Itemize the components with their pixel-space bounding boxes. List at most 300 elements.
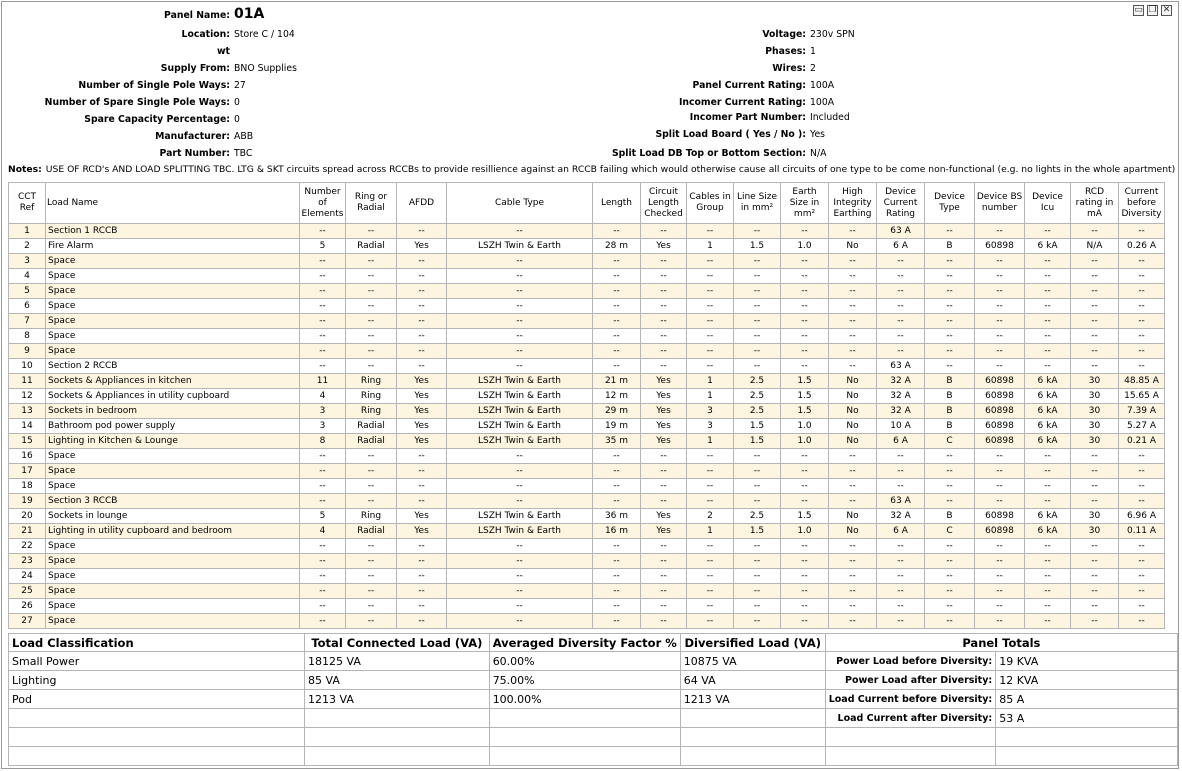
circuit-cell: 16: [9, 449, 46, 464]
circuit-cell: 6 kA: [1025, 239, 1071, 254]
circuit-cell: --: [687, 314, 734, 329]
circuit-cell: 63 A: [877, 494, 925, 509]
circuit-cell: --: [1119, 299, 1165, 314]
circuit-cell: --: [1071, 464, 1119, 479]
circuit-cell: --: [734, 554, 781, 569]
circuit-cell: --: [447, 269, 593, 284]
circuit-cell: 60898: [975, 374, 1025, 389]
circuit-row[interactable]: [9, 524, 1165, 539]
circuit-cell: 2.5: [734, 374, 781, 389]
circuit-cell: 30: [1071, 509, 1119, 524]
circuit-cell: --: [300, 539, 346, 554]
circuit-cell: --: [447, 464, 593, 479]
circuit-cell: --: [687, 299, 734, 314]
circuit-cell: --: [641, 284, 687, 299]
circuit-row[interactable]: [9, 284, 1165, 299]
circuit-cell: --: [687, 554, 734, 569]
circuit-cell: --: [975, 284, 1025, 299]
circuit-row[interactable]: [9, 539, 1165, 554]
info-label: Spare Capacity Percentage:: [84, 114, 230, 125]
circuit-row[interactable]: [9, 569, 1165, 584]
circuit-cell: 1: [9, 224, 46, 239]
load-name-cell: Space: [46, 344, 300, 359]
circuit-cell: 8: [9, 329, 46, 344]
restore-icon[interactable]: ❐: [1148, 5, 1157, 15]
circuit-cell: 32 A: [877, 389, 925, 404]
circuit-cell: --: [397, 554, 447, 569]
circuit-cell: --: [447, 569, 593, 584]
circuit-cell: Radial: [346, 434, 397, 449]
circuit-cell: --: [829, 299, 877, 314]
circuit-row[interactable]: [9, 374, 1165, 389]
circuit-cell: --: [975, 479, 1025, 494]
summary-cell: [9, 728, 305, 747]
circuit-cell: --: [447, 539, 593, 554]
circuit-cell: --: [781, 599, 829, 614]
circuit-cell: --: [1071, 539, 1119, 554]
circuit-cell: --: [346, 224, 397, 239]
circuit-cell: 1: [687, 239, 734, 254]
circuit-row[interactable]: [9, 614, 1165, 629]
circuit-cell: --: [1025, 494, 1071, 509]
circuit-cell: 10 A: [877, 419, 925, 434]
circuit-cell: --: [346, 314, 397, 329]
circuit-cell: --: [346, 554, 397, 569]
circuit-cell: --: [1025, 329, 1071, 344]
circuit-row[interactable]: [9, 254, 1165, 269]
circuit-cell: --: [829, 449, 877, 464]
circuit-cell: --: [781, 329, 829, 344]
circuit-cell: --: [975, 254, 1025, 269]
circuit-cell: --: [829, 224, 877, 239]
circuit-cell: --: [734, 479, 781, 494]
circuit-cell: --: [641, 359, 687, 374]
panel-schedule-window: [1, 1, 1179, 769]
circuit-row[interactable]: [9, 419, 1165, 434]
summary-cell: [9, 709, 305, 728]
circuit-row[interactable]: [9, 329, 1165, 344]
summary-cell: 85 VA: [305, 671, 490, 690]
circuit-cell: --: [397, 539, 447, 554]
circuit-row[interactable]: [9, 314, 1165, 329]
circuit-cell: --: [829, 269, 877, 284]
info-value: TBC: [234, 148, 253, 159]
column-header: Line Size in mm²: [734, 183, 781, 224]
circuit-cell: --: [1119, 539, 1165, 554]
circuit-cell: --: [1119, 254, 1165, 269]
circuit-row[interactable]: [9, 239, 1165, 254]
circuit-cell: --: [641, 479, 687, 494]
circuit-cell: --: [447, 614, 593, 629]
column-header: Circuit Length Checked: [641, 183, 687, 224]
circuit-cell: --: [641, 539, 687, 554]
summary-cell: 64 VA: [680, 671, 825, 690]
circuit-cell: --: [447, 479, 593, 494]
circuit-row[interactable]: [9, 509, 1165, 524]
summary-cell: Lighting: [9, 671, 305, 690]
circuit-cell: --: [829, 344, 877, 359]
circuit-cell: 1.5: [781, 404, 829, 419]
circuit-cell: --: [1025, 614, 1071, 629]
circuit-cell: 1.5: [781, 509, 829, 524]
column-header: Load Name: [46, 183, 300, 224]
circuit-cell: --: [781, 284, 829, 299]
circuit-cell: B: [925, 404, 975, 419]
circuit-cell: --: [1071, 344, 1119, 359]
info-value: 0: [234, 97, 240, 108]
load-name-cell: Space: [46, 314, 300, 329]
circuit-cell: No: [829, 374, 877, 389]
circuit-cell: --: [1119, 464, 1165, 479]
circuit-cell: --: [1025, 314, 1071, 329]
circuit-cell: --: [781, 479, 829, 494]
circuit-cell: --: [829, 464, 877, 479]
circuit-cell: --: [925, 344, 975, 359]
info-value: Included: [810, 112, 850, 123]
circuit-cell: --: [1119, 224, 1165, 239]
info-label: Incomer Current Rating:: [678, 97, 806, 108]
circuit-cell: Ring: [346, 509, 397, 524]
circuit-cell: 28 m: [593, 239, 641, 254]
info-label: wt: [216, 46, 230, 57]
circuit-cell: --: [925, 494, 975, 509]
load-name-cell: Space: [46, 284, 300, 299]
circuit-cell: Yes: [641, 389, 687, 404]
circuit-row[interactable]: [9, 359, 1165, 374]
circuit-row[interactable]: [9, 389, 1165, 404]
load-name-cell: Space: [46, 464, 300, 479]
circuit-cell: --: [641, 464, 687, 479]
circuit-cell: --: [593, 539, 641, 554]
info-value: 230v SPN: [810, 29, 855, 40]
circuit-cell: --: [593, 224, 641, 239]
circuit-cell: --: [734, 329, 781, 344]
circuit-cell: 4: [9, 269, 46, 284]
circuit-row[interactable]: [9, 344, 1165, 359]
circuit-cell: 60898: [975, 524, 1025, 539]
circuit-cell: --: [346, 584, 397, 599]
circuit-cell: 0.11 A: [1119, 524, 1165, 539]
circuit-cell: --: [975, 539, 1025, 554]
circuit-cell: --: [1071, 614, 1119, 629]
circuit-cell: --: [975, 584, 1025, 599]
info-label: Split Load DB Top or Bottom Section:: [611, 148, 806, 159]
load-name-cell: Space: [46, 554, 300, 569]
circuit-cell: --: [300, 224, 346, 239]
circuit-cell: 11: [300, 374, 346, 389]
circuit-cell: Yes: [397, 509, 447, 524]
circuit-cell: --: [593, 599, 641, 614]
column-header: Device Icu: [1025, 183, 1071, 224]
circuit-cell: 35 m: [593, 434, 641, 449]
circuit-cell: --: [300, 449, 346, 464]
circuit-cell: --: [1071, 299, 1119, 314]
circuit-cell: --: [397, 494, 447, 509]
circuit-cell: 15.65 A: [1119, 389, 1165, 404]
load-summary-header: [9, 634, 1178, 652]
circuit-cell: --: [641, 224, 687, 239]
circuit-cell: --: [781, 224, 829, 239]
circuit-cell: --: [781, 584, 829, 599]
circuit-cell: --: [781, 464, 829, 479]
circuit-cell: No: [829, 524, 877, 539]
circuit-cell: 3: [300, 419, 346, 434]
circuit-cell: --: [447, 449, 593, 464]
circuit-cell: --: [925, 254, 975, 269]
circuit-cell: --: [925, 299, 975, 314]
circuit-cell: --: [641, 494, 687, 509]
circuit-cell: 1.0: [781, 239, 829, 254]
circuit-row[interactable]: [9, 269, 1165, 284]
circuit-cell: --: [1025, 554, 1071, 569]
circuit-cell: --: [447, 329, 593, 344]
circuit-cell: --: [447, 584, 593, 599]
load-name-cell: Space: [46, 584, 300, 599]
circuit-cell: --: [397, 314, 447, 329]
circuit-cell: --: [346, 614, 397, 629]
circuit-cell: 22: [9, 539, 46, 554]
circuit-cell: --: [734, 464, 781, 479]
circuit-cell: --: [1119, 269, 1165, 284]
circuit-row[interactable]: [9, 584, 1165, 599]
circuit-cell: --: [1119, 314, 1165, 329]
circuit-cell: B: [925, 374, 975, 389]
circuit-cell: 7.39 A: [1119, 404, 1165, 419]
circuit-cell: Radial: [346, 419, 397, 434]
circuit-row[interactable]: [9, 449, 1165, 464]
circuit-cell: --: [687, 449, 734, 464]
circuit-cell: --: [447, 224, 593, 239]
circuit-cell: --: [300, 269, 346, 284]
circuit-cell: --: [447, 554, 593, 569]
circuit-cell: --: [1025, 569, 1071, 584]
column-header: Cables in Group: [687, 183, 734, 224]
load-name-cell: Lighting in Kitchen & Lounge: [46, 434, 300, 449]
info-value: 27: [234, 80, 246, 91]
circuit-cell: --: [593, 284, 641, 299]
circuit-cell: --: [346, 449, 397, 464]
circuit-cell: --: [829, 614, 877, 629]
summary-cell: 1213 VA: [680, 690, 825, 709]
circuit-cell: 5: [300, 509, 346, 524]
circuit-cell: --: [925, 554, 975, 569]
load-name-cell: Lighting in utility cupboard and bedroom: [46, 524, 300, 539]
summary-cell: [825, 728, 996, 747]
circuit-cell: --: [925, 479, 975, 494]
circuit-cell: --: [687, 254, 734, 269]
circuit-cell: --: [346, 359, 397, 374]
circuit-row[interactable]: [9, 494, 1165, 509]
load-name-cell: Space: [46, 569, 300, 584]
summary-cell: 10875 VA: [680, 652, 825, 671]
circuit-cell: B: [925, 419, 975, 434]
circuit-row[interactable]: [9, 299, 1165, 314]
circuit-cell: 60898: [975, 389, 1025, 404]
circuit-row[interactable]: [9, 464, 1165, 479]
load-name-cell: Space: [46, 479, 300, 494]
circuit-cell: 32 A: [877, 509, 925, 524]
circuit-cell: --: [829, 284, 877, 299]
circuit-cell: --: [975, 344, 1025, 359]
circuit-cell: --: [734, 449, 781, 464]
circuit-cell: --: [925, 284, 975, 299]
circuit-cell: --: [877, 299, 925, 314]
circuit-row[interactable]: [9, 434, 1165, 449]
circuit-cell: --: [877, 614, 925, 629]
circuit-cell: 1: [687, 434, 734, 449]
circuit-cell: --: [593, 464, 641, 479]
circuit-row[interactable]: [9, 224, 1165, 239]
circuit-cell: --: [975, 464, 1025, 479]
circuit-cell: --: [781, 359, 829, 374]
circuit-cell: 23: [9, 554, 46, 569]
circuit-cell: 30: [1071, 419, 1119, 434]
summary-cell: 1213 VA: [305, 690, 490, 709]
minimize-icon[interactable]: ▭: [1134, 5, 1143, 15]
circuit-cell: 19: [9, 494, 46, 509]
info-value: 0: [234, 114, 240, 125]
circuit-table: [8, 182, 1165, 629]
circuit-cell: --: [346, 479, 397, 494]
circuit-cell: --: [975, 449, 1025, 464]
load-name-cell: Space: [46, 599, 300, 614]
circuit-cell: --: [593, 359, 641, 374]
circuit-cell: --: [975, 599, 1025, 614]
summary-header: Averaged Diversity Factor %: [489, 634, 680, 652]
circuit-cell: 60898: [975, 239, 1025, 254]
circuit-cell: --: [829, 539, 877, 554]
circuit-cell: --: [1071, 269, 1119, 284]
circuit-cell: --: [1119, 494, 1165, 509]
circuit-cell: 30: [1071, 374, 1119, 389]
circuit-cell: 15: [9, 434, 46, 449]
circuit-cell: --: [925, 539, 975, 554]
summary-cell: 53 A: [996, 709, 1178, 728]
circuit-cell: 4: [300, 524, 346, 539]
circuit-cell: --: [300, 314, 346, 329]
circuit-cell: Yes: [397, 389, 447, 404]
circuit-cell: --: [300, 344, 346, 359]
circuit-cell: --: [734, 314, 781, 329]
circuit-cell: --: [447, 599, 593, 614]
circuit-cell: Yes: [641, 524, 687, 539]
circuit-cell: --: [300, 599, 346, 614]
circuit-cell: --: [397, 299, 447, 314]
circuit-cell: 1.0: [781, 434, 829, 449]
circuit-cell: --: [877, 599, 925, 614]
circuit-cell: --: [641, 554, 687, 569]
circuit-cell: --: [687, 284, 734, 299]
circuit-cell: --: [1119, 284, 1165, 299]
circuit-cell: LSZH Twin & Earth: [447, 389, 593, 404]
circuit-cell: --: [734, 254, 781, 269]
circuit-cell: --: [687, 494, 734, 509]
load-name-cell: Space: [46, 299, 300, 314]
load-name-cell: Section 1 RCCB: [46, 224, 300, 239]
info-value: 100A: [810, 97, 835, 108]
load-name-cell: Space: [46, 614, 300, 629]
info-value: 100A: [810, 80, 835, 91]
circuit-cell: --: [877, 554, 925, 569]
info-value: Store C / 104: [234, 29, 295, 40]
circuit-cell: --: [829, 584, 877, 599]
circuit-cell: --: [397, 569, 447, 584]
circuit-cell: --: [925, 449, 975, 464]
circuit-cell: No: [829, 509, 877, 524]
circuit-row[interactable]: [9, 404, 1165, 419]
circuit-cell: 6 A: [877, 239, 925, 254]
circuit-cell: --: [641, 614, 687, 629]
circuit-row[interactable]: [9, 479, 1165, 494]
circuit-cell: N/A: [1071, 239, 1119, 254]
circuit-cell: C: [925, 524, 975, 539]
circuit-cell: --: [641, 299, 687, 314]
circuit-cell: --: [877, 464, 925, 479]
circuit-cell: --: [447, 284, 593, 299]
close-icon[interactable]: ✕: [1162, 5, 1171, 15]
summary-header: Diversified Load (VA): [680, 634, 825, 652]
circuit-cell: --: [1071, 584, 1119, 599]
circuit-row[interactable]: [9, 554, 1165, 569]
circuit-cell: Yes: [397, 524, 447, 539]
circuit-cell: 6 kA: [1025, 404, 1071, 419]
circuit-cell: 16 m: [593, 524, 641, 539]
circuit-cell: --: [781, 449, 829, 464]
info-value: 01A: [234, 6, 265, 22]
circuit-cell: 1.5: [734, 524, 781, 539]
circuit-cell: No: [829, 419, 877, 434]
circuit-cell: 60898: [975, 434, 1025, 449]
circuit-cell: --: [687, 584, 734, 599]
info-label: Number of Spare Single Pole Ways:: [44, 97, 230, 108]
circuit-cell: No: [829, 239, 877, 254]
circuit-cell: No: [829, 404, 877, 419]
summary-cell: 85 A: [996, 690, 1178, 709]
circuit-cell: Ring: [346, 404, 397, 419]
info-label: Panel Current Rating:: [692, 80, 806, 91]
circuit-cell: --: [877, 479, 925, 494]
circuit-cell: --: [1119, 449, 1165, 464]
column-header: Number of Elements: [300, 183, 346, 224]
circuit-cell: Yes: [397, 419, 447, 434]
column-header: Ring or Radial: [346, 183, 397, 224]
circuit-cell: LSZH Twin & Earth: [447, 374, 593, 389]
circuit-cell: --: [925, 224, 975, 239]
circuit-cell: --: [1025, 539, 1071, 554]
circuit-cell: --: [829, 569, 877, 584]
circuit-cell: --: [1119, 614, 1165, 629]
summary-cell: 12 KVA: [996, 671, 1178, 690]
circuit-cell: LSZH Twin & Earth: [447, 404, 593, 419]
circuit-cell: Yes: [641, 239, 687, 254]
circuit-cell: --: [975, 314, 1025, 329]
circuit-cell: --: [781, 299, 829, 314]
circuit-cell: --: [781, 539, 829, 554]
window-controls: [1133, 5, 1172, 16]
load-name-cell: Space: [46, 539, 300, 554]
load-name-cell: Fire Alarm: [46, 239, 300, 254]
circuit-cell: --: [593, 299, 641, 314]
circuit-cell: --: [1025, 284, 1071, 299]
circuit-cell: --: [687, 539, 734, 554]
circuit-cell: 48.85 A: [1119, 374, 1165, 389]
circuit-cell: --: [781, 569, 829, 584]
circuit-cell: --: [1071, 449, 1119, 464]
column-header: High Integrity Earthing: [829, 183, 877, 224]
column-header: Device BS number: [975, 183, 1025, 224]
circuit-cell: 0.21 A: [1119, 434, 1165, 449]
circuit-row[interactable]: [9, 599, 1165, 614]
